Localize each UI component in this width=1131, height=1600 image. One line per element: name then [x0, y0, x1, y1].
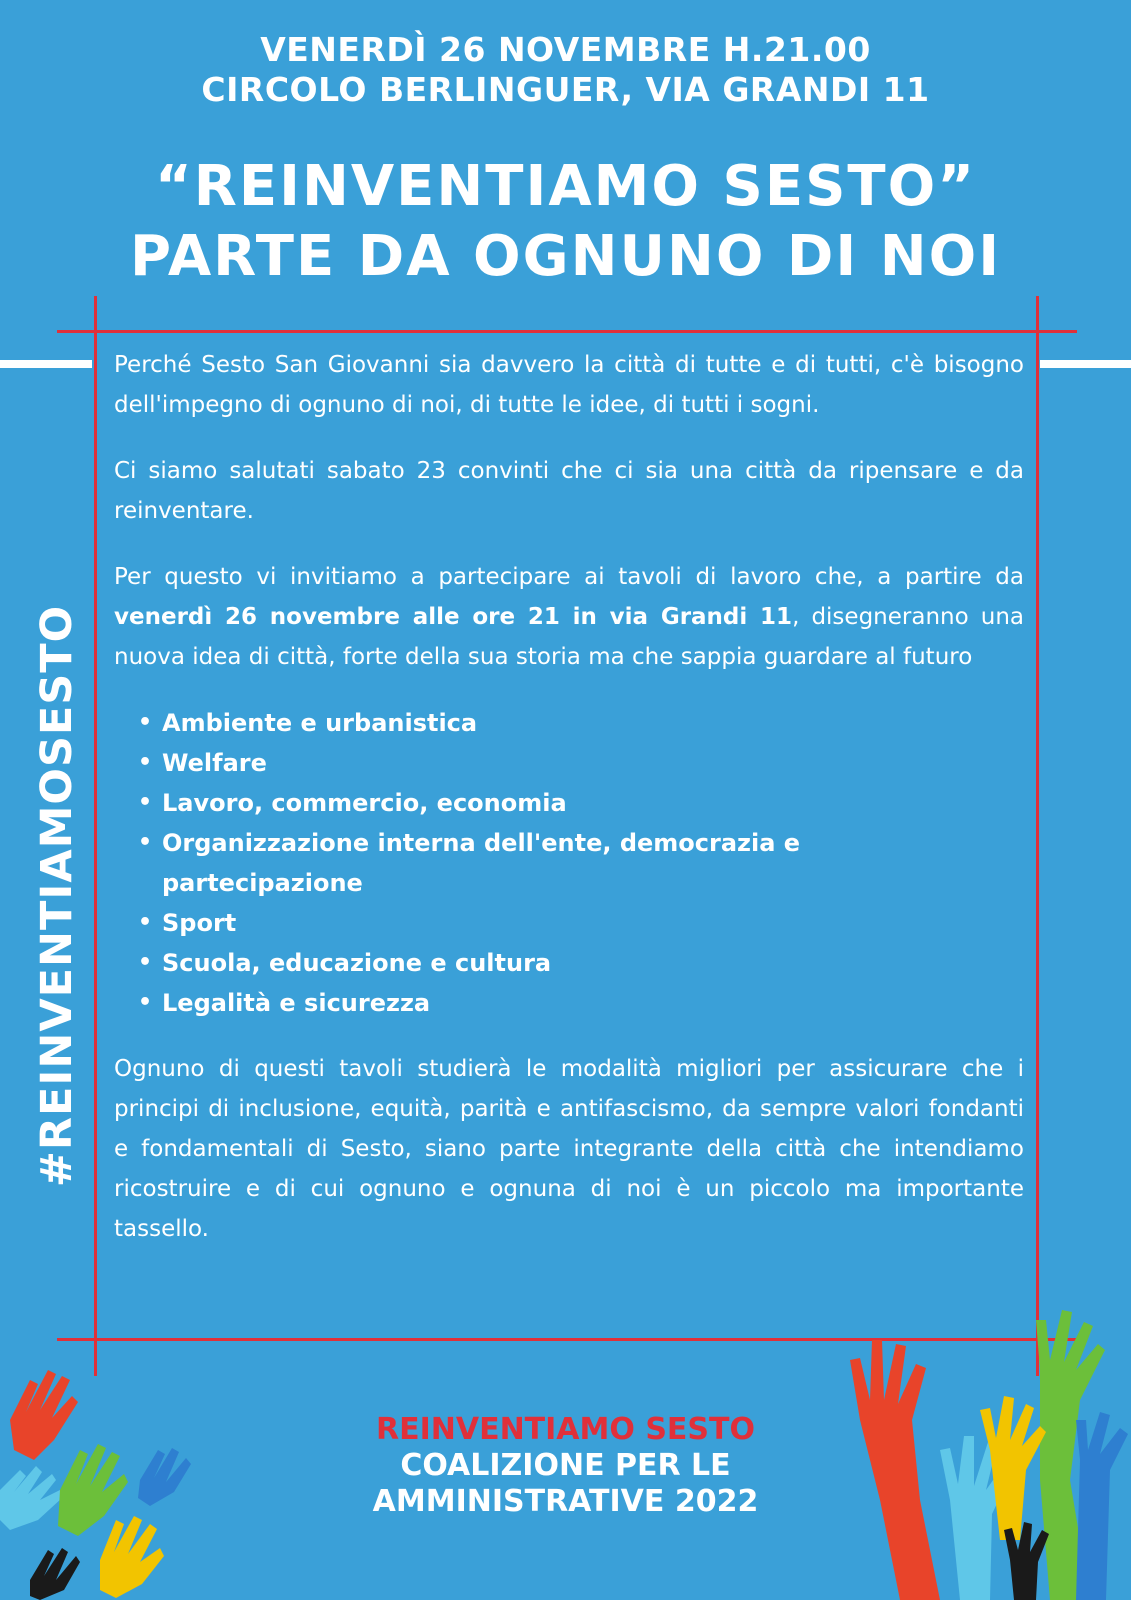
event-header [0, 30, 1131, 110]
hands-icon [0, 1340, 240, 1600]
paragraph-3-highlight: venerdì 26 novembre alle ore 21 in via Grandi 11 [114, 604, 793, 630]
footer-subtitle-2: AMMINISTRATIVE 2022 [372, 1484, 759, 1519]
body-text [114, 345, 1024, 1275]
frame-top-line [57, 330, 1077, 333]
footer-subtitle-1: COALIZIONE PER LE [400, 1448, 731, 1483]
paragraph-3-end: , disegneranno una nuova idea di città, forte della sua storia ma che sappia guardare al futuro [114, 604, 1024, 670]
hands-icon [840, 1300, 1131, 1600]
frame-right-line [1036, 296, 1039, 1376]
list-item: • Organizzazione interna dell'ente, democrazia e partecipazione [138, 823, 842, 903]
list-item: • Scuola, educazione e cultura [138, 943, 1024, 983]
list-item: • Welfare [138, 743, 1024, 783]
left-white-bar [0, 360, 92, 368]
footer-coalition-name: REINVENTIAMO SESTO [376, 1412, 755, 1447]
event-location: CIRCOLO BERLINGUER, VIA GRANDI 11 [201, 70, 930, 109]
list-item: • Lavoro, commercio, economia [138, 783, 1024, 823]
event-date: VENERDÌ 26 NOVEMBRE H.21.00 [260, 30, 871, 69]
title-line-1: “REINVENTIAMO SESTO” [154, 154, 977, 219]
paragraph-4: Ognuno di questi tavoli studierà le modalità migliori per assicurare che i principi di inclusione, equità, parità e antifascismo, da sempre valori fondanti e fondamentali di Sesto, siano parte integrante della città che intendiamo ricostruire e di cui ognuno e ognuna di noi è un piccolo ma importante tassello. [114, 1056, 1024, 1242]
page-title [0, 152, 1131, 292]
paragraph-1: Perché Sesto San Giovanni sia davvero la città di tutte e di tutti, c'è bisogno dell'impegno di ognuno di noi, di tutte le idee, di tutti i sogni. [114, 352, 1024, 418]
title-line-2: PARTE DA OGNUNO DI NOI [129, 224, 1002, 289]
right-white-bar [1040, 360, 1131, 368]
paragraph-2: Ci siamo salutati sabato 23 convinti che ci sia una città da ripensare e da reinventare. [114, 458, 1024, 524]
paragraph-3 [114, 557, 1024, 677]
hashtag-vertical: #REINVENTIAMOSESTO [32, 604, 82, 1188]
list-item: • Sport [138, 903, 1024, 943]
topics-list [114, 703, 1024, 1023]
list-item: • Legalità e sicurezza [138, 983, 1024, 1023]
frame-left-line [94, 296, 97, 1376]
list-item: • Ambiente e urbanistica [138, 703, 1024, 743]
paragraph-3-start: Per questo vi invitiamo a partecipare ai tavoli di lavoro che, a partire da [114, 564, 1024, 590]
